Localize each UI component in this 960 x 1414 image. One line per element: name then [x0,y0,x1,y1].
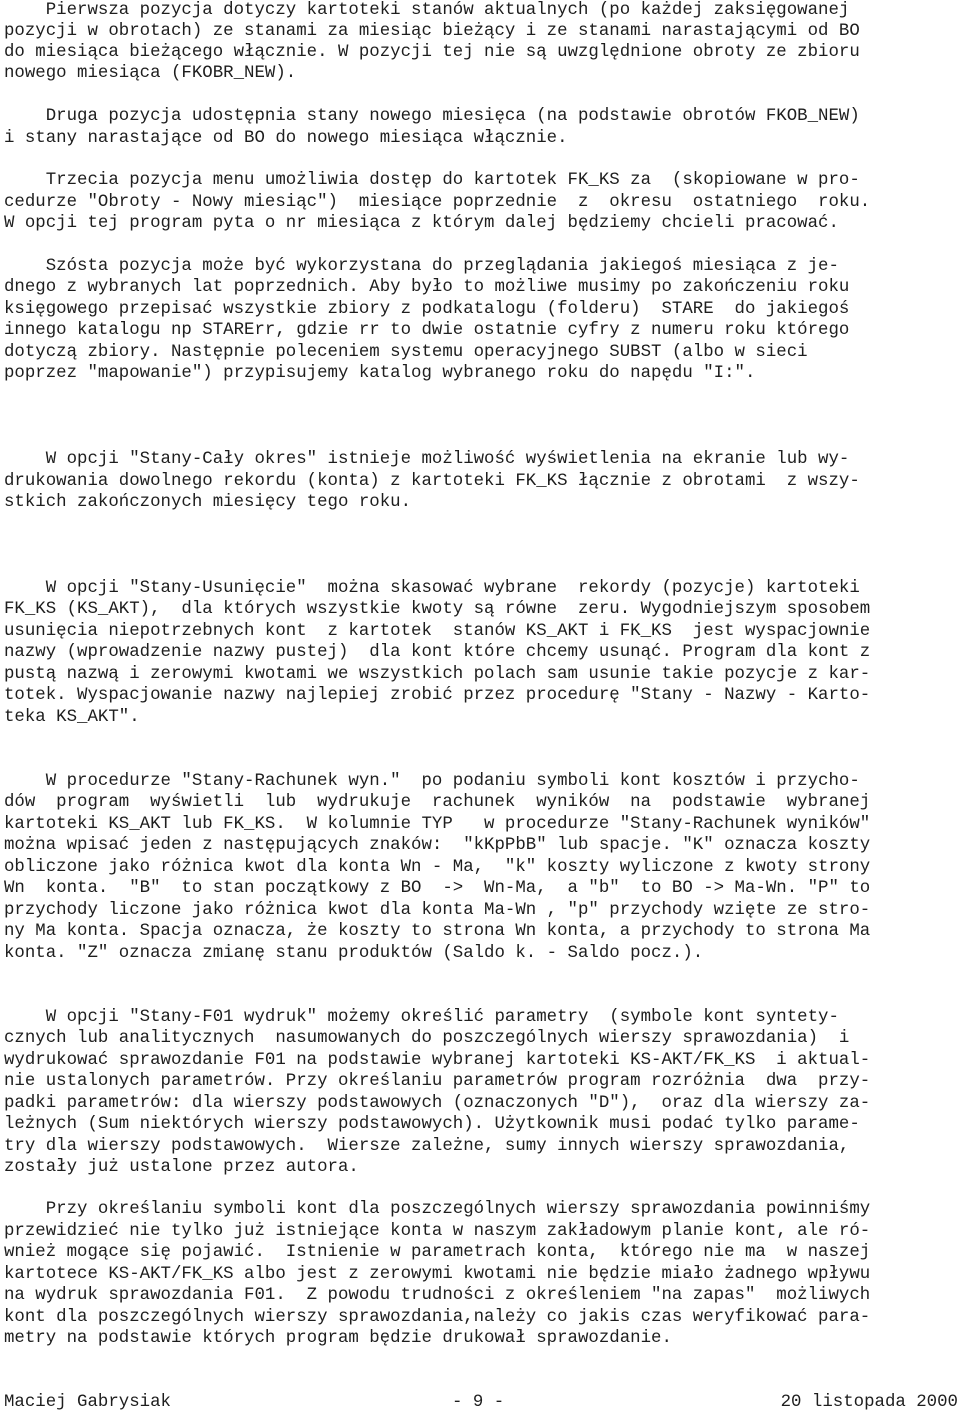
text-line: przychody liczone jako różnica kwot dla konta Ma-Wn , "p" przychody wzięte ze stro- [4,901,871,920]
text-line: i stany narastające od BO do nowego miesiąca włącznie. [4,129,568,148]
text-line: poprzez "mapowanie") przypisujemy katalog wybranego roku do napędu "I:". [4,364,756,383]
text-line: ny Ma konta. Spacja oznacza, że koszty to strona Wn konta, a przychody to strona Ma [4,922,871,941]
text-line: W opcji "Stany-Cały okres" istnieje możliwość wyświetlenia na ekranie lub wy- [4,450,850,469]
text-line: W procedurze "Stany-Rachunek wyn." po podaniu symboli kont kosztów i przycho- [4,772,860,791]
text-line: try dla wierszy podstawowych. Wiersze zależne, sumy innych wierszy sprawozdania, [4,1137,850,1156]
text-line: W opcji "Stany-F01 wydruk" możemy określić parametry (symbole kont syntety- [4,1008,839,1027]
text-line: Trzecia pozycja menu umożliwia dostęp do kartotek FK_KS za (skopiowane w pro- [4,171,860,190]
text-line: konta. "Z" oznacza zmianę stanu produktów (Saldo k. - Saldo pocz.). [4,944,704,963]
text-line: drukowania dowolnego rekordu (konta) z kartoteki FK_KS łącznie z obrotami z wszy- [4,472,860,491]
text-line: leżnych (Sum niektórych wierszy podstawowych). Użytkownik musi podać tylko parame- [4,1115,860,1134]
text-line: kont dla poszczególnych wierszy sprawozdania,należy co jakis czas weryfikować para- [4,1308,871,1327]
text-line: dotyczą zbiory. Następnie poleceniem systemu operacyjnego SUBST (albo w sieci [4,343,808,362]
text-line: FK_KS (KS_AKT), dla których wszystkie kwoty są równe zeru. Wygodniejszym sposobem [4,600,871,619]
text-line: Druga pozycja udostępnia stany nowego miesięca (na podstawie obrotów FKOB_NEW) [4,107,860,126]
text-line: W opcji "Stany-Usunięcie" można skasować wybrane rekordy (pozycje) kartoteki [4,579,860,598]
text-line: przewidzieć nie tylko już istniejące konta w naszym zakładowym planie kont, ale ró- [4,1222,871,1241]
text-line: Przy określaniu symboli kont dla poszczególnych wierszy sprawozdania powinniśmy [4,1200,871,1219]
text-line: kartoteki KS_AKT lub FK_KS. W kolumnie TYP w procedurze "Stany-Rachunek wyników" [4,815,871,834]
text-line: nowego miesiąca (FKOBR_NEW). [4,64,297,83]
text-line: totek. Wyspacjowanie nazwy najlepiej zrobić przez procedurę "Stany - Nazwy - Karto- [4,686,871,705]
text-line: cedurze "Obroty - Nowy miesiąc") miesiące poprzednie z okresu ostatniego roku. [4,193,871,212]
text-line: Pierwsza pozycja dotyczy kartoteki stanów aktualnych (po każdej zaksięgowanej [4,1,850,20]
text-line: dów program wyświetli lub wydrukuje rachunek wyników na podstawie wybranej [4,793,871,812]
text-line: padki parametrów: dla wierszy podstawowych (oznaczonych "D"), oraz dla wierszy za- [4,1094,871,1113]
text-line: można wpisać jeden z następujących znaków: "kKpPbB" lub spacje. "K" oznacza koszty [4,836,871,855]
text-line: wnież mogące się pojawić. Istnienie w parametrach konta, którego nie ma w naszej [4,1243,871,1262]
text-line: pozycji w obrotach) ze stanami za miesiąc bieżący i ze stanami narastającymi od BO [4,22,860,41]
text-line: Szósta pozycja może być wykorzystana do przeglądania jakiegoś miesiąca z je- [4,257,839,276]
text-line: metry na podstawie których program będzie drukował sprawozdanie. [4,1329,672,1348]
text-line: kartotece KS-AKT/FK_KS albo jest z zerowymi kwotami nie będzie miało żadnego wpływu [4,1265,871,1284]
text-line: nazwy (wprowadzenie nazwy pustej) dla kont które chcemy usunąć. Program dla kont z [4,643,871,662]
text-line: pustą nazwą i zerowymi kwotami we wszystkich polach sam usunie takie pozycje z kar- [4,665,871,684]
text-line: zostały już ustalone przez autora. [4,1158,359,1177]
text-line: usunięcia niepotrzebnych kont z kartotek stanów KS_AKT i FK_KS jest wyspacjownie [4,622,871,641]
footer-date: 20 listopada 2000 [780,1393,958,1412]
text-line: obliczone jako różnica kwot dla konta Wn - Ma, "k" koszty wyliczone z kwoty strony [4,858,871,877]
text-line: cznych lub analitycznych nasumowanych do poszczególnych wierszy sprawozdania) i [4,1029,850,1048]
text-line: na wydruk sprawozdania F01. Z powodu trudności z określeniem "na zapas" możliwych [4,1286,871,1305]
text-line: nie ustalonych parametrów. Przy określaniu parametrów program rozróżnia dwa przy- [4,1072,871,1091]
text-line: dnego z wybranych lat poprzednich. Aby było to możliwe musimy po zakończeniu roku [4,278,850,297]
text-line: innego katalogu np STARErr, gdzie rr to dwie ostatnie cyfry z numeru roku którego [4,321,850,340]
text-line: stkich zakończonych miesięcy tego roku. [4,493,412,512]
text-line: księgowego przepisać wszystkie zbiory z podkatalogu (folderu) STARE do jakiegoś [4,300,850,319]
footer-page-number: - 9 - [452,1393,505,1412]
text-line: wydrukować sprawozdanie F01 na podstawie wybranej kartoteki KS-AKT/FK_KS i aktual- [4,1051,871,1070]
footer-author: Maciej Gabrysiak [4,1393,171,1412]
text-line: do miesiąca bieżącego włącznie. W pozycji tej nie są uwzględnione obroty ze zbioru [4,43,860,62]
text-line: Wn konta. "B" to stan początkowy z BO -> Wn-Ma, a "b" to BO -> Ma-Wn. "P" to [4,879,871,898]
text-line: teka KS_AKT". [4,708,140,727]
text-line: W opcji tej program pyta o nr miesiąca z którym dalej będziemy chcieli pracować. [4,214,839,233]
